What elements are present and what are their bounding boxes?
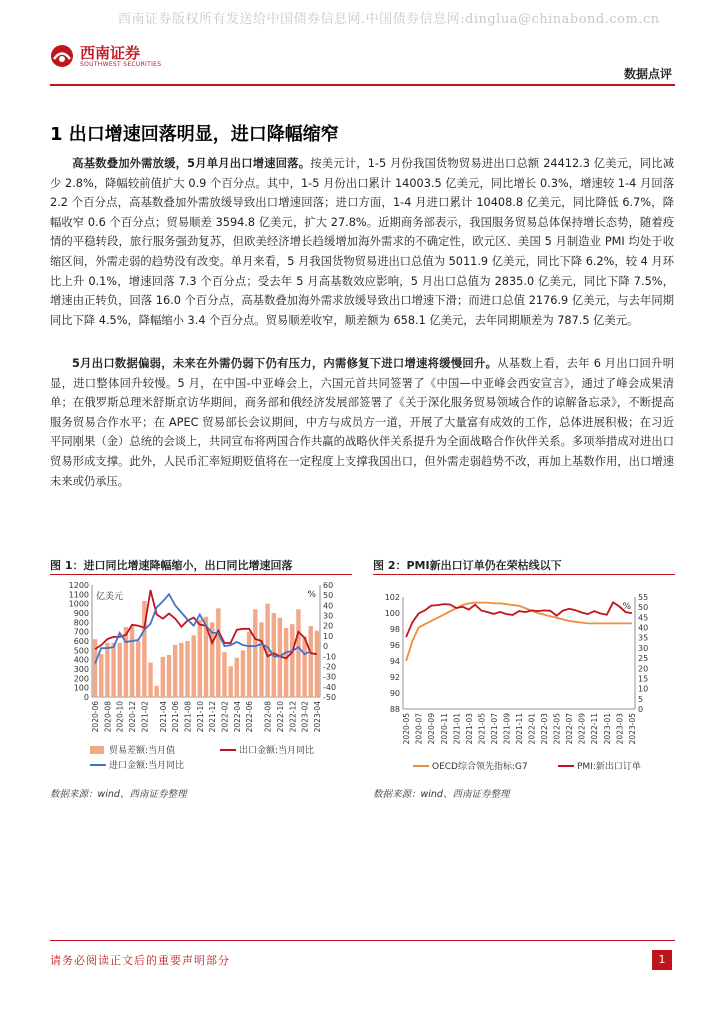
bar-trade-balance — [235, 658, 239, 697]
left-tick-label: 94 — [389, 657, 400, 666]
left-tick-label: 700 — [73, 627, 89, 637]
x-tick-label: 2020-10 — [115, 701, 125, 733]
x-tick-label: 2022-04 — [232, 701, 242, 733]
x-tick-label: 2021-09 — [502, 713, 512, 745]
x-tick-label: 2021-12 — [208, 701, 218, 733]
left-tick-label: 100 — [73, 683, 89, 693]
right-tick-label: 35 — [638, 633, 649, 643]
bar-trade-balance — [241, 650, 245, 697]
right-tick-label: 60 — [323, 581, 334, 590]
bar-trade-balance — [302, 636, 306, 697]
right-tick-label: 50 — [638, 603, 649, 613]
logo-english-name: SOUTHWEST SECURITIES — [80, 60, 162, 68]
right-tick-label: 5 — [638, 694, 644, 704]
logo-emblem-icon — [50, 44, 74, 68]
left-tick-label: 0 — [83, 693, 89, 702]
bar-trade-balance — [253, 609, 257, 697]
x-tick-label: 2020-07 — [414, 713, 424, 745]
right-tick-label: 20 — [638, 664, 649, 674]
right-tick-label: -10 — [323, 652, 337, 662]
left-tick-label: 90 — [389, 689, 400, 698]
bar-trade-balance — [167, 655, 171, 697]
x-tick-label: 2022-06 — [245, 701, 255, 733]
watermark: 西南证券版权所有发送给中国债券信息网.中国债券信息网:dinglua@chinabond.com.cn — [118, 12, 660, 27]
x-tick-label: 2022-10 — [275, 701, 285, 733]
right-tick-label: -30 — [323, 672, 337, 682]
x-tick-label: 2021-05 — [477, 713, 487, 745]
right-tick-label: 30 — [323, 611, 334, 621]
x-tick-label: 2020-08 — [103, 701, 113, 733]
bar-trade-balance — [228, 666, 232, 697]
right-tick-label: 25 — [638, 654, 649, 664]
right-tick-label: 20 — [323, 621, 334, 631]
section-heading: 1 出口增速回落明显，进口降幅缩窄 — [50, 124, 339, 145]
bar-trade-balance — [118, 643, 122, 697]
right-tick-label: -40 — [323, 682, 337, 692]
legend-label: PMI:新出口订单 — [577, 762, 641, 772]
pmi-chart — [373, 577, 678, 782]
footer-divider — [50, 940, 675, 941]
paragraph-export-growth — [50, 154, 674, 330]
left-tick-label: 92 — [389, 673, 400, 682]
company-logo — [50, 44, 161, 68]
bar-trade-balance — [185, 641, 189, 697]
bar-trade-balance — [124, 627, 128, 697]
bar-trade-balance — [99, 654, 103, 697]
figure2-divider — [373, 574, 675, 575]
trade-chart — [50, 577, 355, 782]
x-tick-label: 2021-04 — [158, 701, 168, 733]
figure2-source: 数据来源：wind、西南证券整理 — [373, 789, 510, 800]
figure1-divider — [50, 574, 352, 575]
x-tick-label: 2022-08 — [263, 701, 273, 733]
right-tick-label: 40 — [323, 601, 334, 611]
x-tick-label: 2020-09 — [427, 713, 437, 745]
x-tick-label: 2020-05 — [402, 713, 412, 745]
right-tick-label: -20 — [323, 662, 337, 672]
left-tick-label: 1200 — [68, 581, 89, 590]
left-tick-label: 200 — [73, 674, 89, 684]
figure1-title: 图 1：进口同比增速降幅缩小，出口同比增速回落 — [50, 559, 293, 572]
right-tick-label: 0 — [638, 705, 644, 714]
bar-trade-balance — [161, 657, 165, 697]
legend-label: 进口金额:当月同比 — [109, 761, 185, 771]
x-tick-label: 2021-10 — [195, 701, 205, 733]
bar-trade-balance — [247, 632, 251, 697]
legend-label: 出口金额:当月同比 — [239, 746, 315, 756]
bar-trade-balance — [259, 622, 263, 697]
x-tick-label: 2023-01 — [602, 713, 612, 745]
right-tick-label: 15 — [638, 674, 649, 684]
bar-trade-balance — [296, 609, 300, 697]
left-tick-label: 96 — [389, 641, 400, 650]
x-tick-label: 2021-03 — [464, 713, 474, 745]
bar-trade-balance — [198, 620, 202, 697]
x-tick-label: 2022-02 — [220, 701, 230, 733]
x-tick-label: 2021-02 — [140, 701, 150, 733]
left-tick-label: 800 — [73, 618, 89, 628]
left-tick-label: 102 — [384, 593, 400, 602]
right-tick-label: -50 — [323, 693, 337, 702]
legend-label: OECD综合领先指标:G7 — [432, 762, 528, 772]
left-unit-label: 亿美元 — [96, 592, 124, 602]
bar-trade-balance — [130, 626, 134, 697]
paragraph-lead: 5月出口数据偏弱，未来在外需仍弱下仍有压力，内需修复下进口增速将缓慢回升。 — [72, 357, 498, 370]
left-tick-label: 98 — [389, 625, 400, 634]
right-tick-label: 55 — [638, 593, 649, 602]
left-tick-label: 300 — [73, 665, 89, 674]
right-tick-label: 10 — [638, 684, 649, 694]
x-tick-label: 2022-03 — [540, 713, 550, 745]
legend-label: 贸易差额:当月值 — [109, 746, 176, 756]
legend-swatch — [90, 746, 104, 754]
paragraph-lead: 高基数叠加外需放缓，5月单月出口增速回落。 — [72, 157, 311, 170]
x-tick-label: 2020-06 — [91, 701, 101, 733]
logo-chinese-name: 西南证券 — [80, 43, 141, 62]
left-tick-label: 1100 — [68, 590, 89, 600]
right-unit-label: % — [307, 590, 316, 600]
bar-trade-balance — [284, 628, 288, 697]
paragraph-body: 按美元计，1-5 月份我国货物贸易进出口总额 24412.3 亿美元，同比减少 2.8%，降幅较前值扩大 0.9 个百分点。其中，1-5 月份出口累计 14003.5 亿美元，同比增长 0.3%，增速较 1-4 月回落 2.2 个百分点，高基数叠加外需放缓导致出口增速回落；进口方面，1-4 月进口累计 10408.8 亿美元，同比降低 6.7%，降幅收窄 0.6 个百分点；贸易顺差 3594.8 亿美元，扩大 27.8%。近期商务部表示，我国服务贸易总体保持增长态势，随着疫情的平稳转段，旅行服务强劲复苏，但欧美经济增长趋缓增加海外需求的不确定性，欧元区、美国 5 月制造业 PMI 均处于收缩区间，外需走弱的趋势没有改变。单月来看，5 月我国货物贸易进出口总值为 5011.9 亿美元，同比下降 6.2%，较 4 月环比上升 0.1%，增速回落 7.3 个百分点；受去年 5 月高基数效应影响，5 月出口总值为 2835.0 亿美元，同比下降 7.5%，增速由正转负，回落 16.0 个百分点，高基数叠加海外需求放缓导致出口增速下滑；而进口总值 2176.9 亿美元，与去年同期同比下降 4.5%，降幅缩小 3.4 个百分点。贸易顺差收窄，顺差额为 658.1 亿美元，去年同期顺差为 787.5 亿美元。 — [50, 157, 674, 327]
x-tick-label: 2020-11 — [439, 713, 449, 745]
left-tick-label: 100 — [384, 609, 400, 618]
x-tick-label: 2022-12 — [288, 701, 298, 733]
left-tick-label: 600 — [73, 637, 89, 646]
x-tick-label: 2021-07 — [489, 713, 499, 745]
bar-trade-balance — [191, 635, 195, 697]
figure1-source: 数据来源：wind、西南证券整理 — [50, 789, 187, 800]
right-tick-label: 50 — [323, 591, 334, 601]
bar-trade-balance — [173, 645, 177, 697]
x-tick-label: 2022-01 — [527, 713, 537, 745]
x-tick-label: 2023-02 — [300, 701, 310, 733]
x-tick-label: 2023-04 — [312, 701, 322, 733]
right-tick-label: 30 — [638, 643, 649, 653]
paragraph-outlook — [50, 354, 674, 491]
paragraph-body: 从基数上看，去年 6 月出口回升明显，进口整体回升较慢。5 月，在中国-中亚峰会上，六国元首共同签署了《中国—中亚峰会西安宣言》，通过了峰会成果清单；在俄罗斯总理米舒斯京访华期间，商务部和俄经济发展部签署了《关于深化服务贸易领域合作的谅解备忘录》，不断提高服务贸易合作水平；在 APEC 贸易部长会议期间，中方与成员方一道，开展了大量富有成效的工作，总体进展积极；在习近平同刚果（金）总统的会谈上，共同宣布将两国合作共赢的战略伙伴关系提升为全面战略合作伙伴关系。多项举措成对进出口贸易形成支撑。此外，人民币汇率短期贬值将在一定程度上支撑我国出口，但外需走弱趋势不改，再加上基数作用，出口增速未来或仍承压。 — [50, 357, 674, 488]
right-unit-label: % — [622, 602, 631, 612]
right-tick-label: 45 — [638, 613, 649, 623]
report-section-label: 数据点评 — [623, 67, 672, 81]
right-tick-label: 40 — [638, 623, 649, 633]
bar-trade-balance — [222, 652, 226, 697]
bar-trade-balance — [309, 626, 313, 697]
x-tick-label: 2020-12 — [128, 701, 138, 733]
left-tick-label: 1000 — [68, 599, 89, 609]
x-tick-label: 2022-07 — [565, 713, 575, 745]
left-tick-label: 88 — [389, 705, 400, 714]
header-divider — [50, 84, 675, 86]
bar-trade-balance — [179, 643, 183, 697]
figure2-title: 图 2：PMI新出口订单仍在荣枯线以下 — [373, 559, 562, 572]
left-tick-label: 900 — [73, 609, 89, 618]
x-tick-label: 2023-03 — [615, 713, 625, 745]
x-tick-label: 2021-11 — [515, 713, 524, 745]
bar-trade-balance — [105, 643, 109, 697]
series-line — [406, 602, 632, 637]
x-tick-label: 2022-09 — [577, 713, 587, 745]
bar-trade-balance — [290, 624, 294, 697]
bar-trade-balance — [154, 686, 158, 697]
page-number: 1 — [652, 950, 672, 970]
x-tick-label: 2022-11 — [590, 713, 600, 745]
right-tick-label: 0 — [323, 642, 329, 652]
left-tick-label: 400 — [73, 655, 89, 665]
footer-disclaimer: 请务必阅读正文后的重要声明部分 — [50, 954, 230, 967]
right-tick-label: 10 — [323, 631, 334, 641]
bar-trade-balance — [148, 662, 152, 697]
bar-trade-balance — [136, 641, 140, 697]
x-tick-label: 2023-05 — [627, 713, 637, 745]
left-tick-label: 500 — [73, 646, 89, 656]
x-tick-label: 2022-05 — [552, 713, 562, 745]
x-tick-label: 2021-01 — [452, 713, 462, 745]
bar-trade-balance — [216, 608, 220, 697]
x-tick-label: 2021-08 — [183, 701, 193, 733]
bar-trade-balance — [111, 643, 115, 697]
bar-trade-balance — [315, 631, 319, 697]
x-tick-label: 2021-06 — [171, 701, 181, 733]
